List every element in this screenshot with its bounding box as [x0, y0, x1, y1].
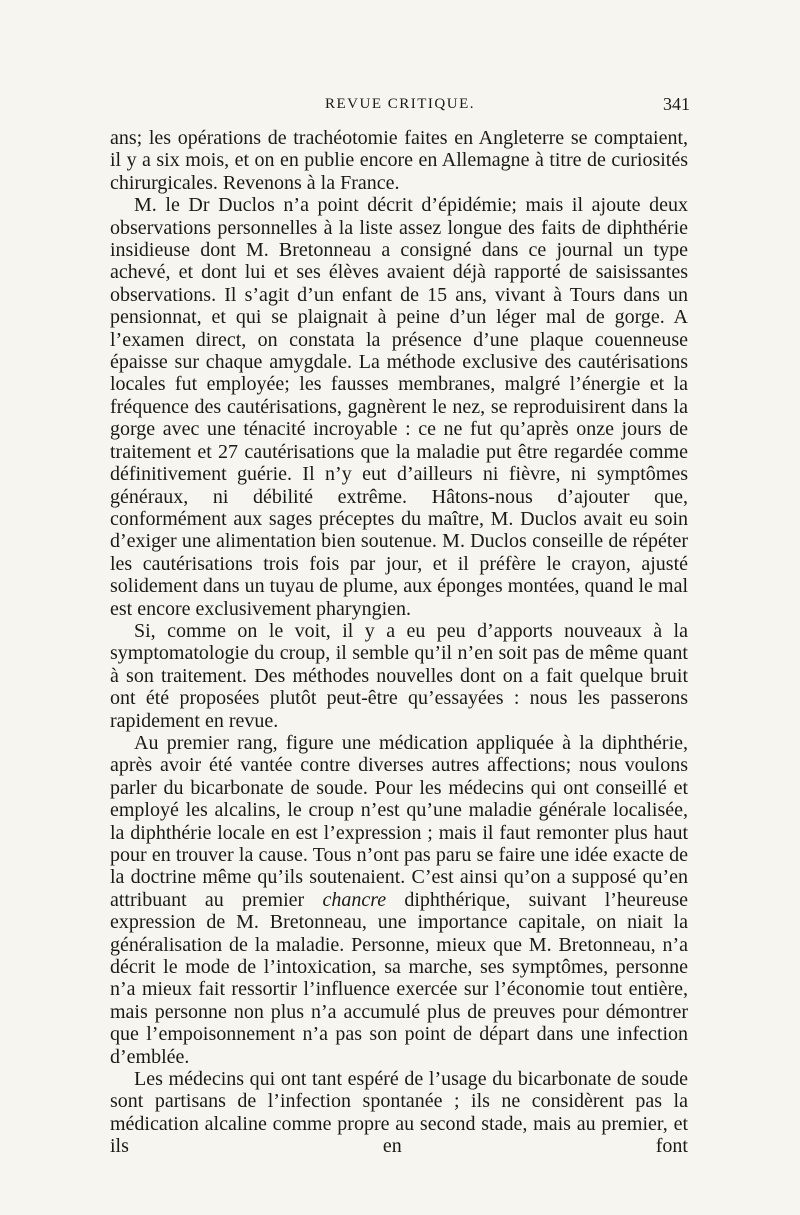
body-text [110, 127, 688, 1158]
paragraph-4 [110, 732, 688, 1068]
paragraph-2: M. le Dr Duclos n’a point décrit d’épidémie; mais il ajoute deux observations personnelles à la liste assez longue des faits de diphthérie insidieuse dont M. Bretonneau a consigné dans ce journal un type achevé, et dont lui et ses élèves avaient déjà rapporté de saisissantes observations. Il s’agit d’un enfant de 15 ans, vivant à Tours dans un pensionnat, et qui se plaignait à peine d’un léger mal de gorge. A l’examen direct, on constata la présence d’une plaque couenneuse épaisse sur chaque amygdale. La méthode exclusive des cautérisations locales fut employée; les fausses membranes, malgré l’énergie et la fréquence des cautérisations, gagnèrent le nez, se reproduisirent dans la gorge avec une ténacité incroyable : ce ne fut qu’après onze jours de traitement et 27 cautérisations que la maladie put être regardée comme définitivement guérie. Il n’y eut d’ailleurs ni fièvre, ni symptômes généraux, ni débilité extrême. Hâtons-nous d’ajouter que, conformément aux sages préceptes du maître, M. Duclos avait eu soin d’exiger une alimentation bien soutenue. M. Duclos conseille de répéter les cautérisations trois fois par jour, et il préfère le crayon, ajusté solidement dans un tuyau de plume, aux éponges montées, quand le mal est encore exclusivement pharyngien. [110, 194, 688, 620]
page-header [110, 96, 690, 122]
paragraph-1: ans; les opérations de trachéotomie faites en Angleterre se comptaient, il y a six mois, et on en publie encore en Allemagne à titre de curiosités chirurgicales. Revenons à la France. [110, 127, 688, 194]
running-title: REVUE CRITIQUE. [325, 96, 475, 112]
paragraph-5: Les médecins qui ont tant espéré de l’usage du bicarbonate de soude sont partisans de l’infection spontanée ; ils ne considèrent pas la médication alcaline comme propre au second stade, mais au premier, et ils en font [110, 1068, 688, 1158]
paragraph-4-text-after: diphthérique, suivant l’heureuse expression de M. Bretonneau, une importance capitale, on niait la généralisation de la maladie. Personne, mieux que M. Bretonneau, n’a décrit le mode de l’intoxication, sa marche, ses symptômes, personne n’a mieux fait ressortir l’influence exercée sur l’économie tout entière, mais personne non plus n’a accumulé plus de preuves pour démontrer que l’empoisonnement n’a pas son point de départ dans une infection d’emblée. [110, 888, 688, 1068]
italic-term-chancre: chancre [322, 888, 387, 911]
paragraph-4-text-before: Au premier rang, figure une médication appliquée à la diphthérie, après avoir été vantée contre diverses autres affections; nous voulons parler du bicarbonate de soude. Pour les médecins qui ont conseillé et employé les alcalins, le croup n’est qu’une maladie générale localisée, la diphthérie locale en est l’expression ; mais il faut remonter plus haut pour en trouver la cause. Tous n’ont pas paru se faire une idée exacte de la doctrine même qu’ils soutenaient. C’est ainsi qu’on a supposé qu’en attribuant au premier [110, 731, 688, 911]
paragraph-3: Si, comme on le voit, il y a eu peu d’apports nouveaux à la symptomatologie du croup, il semble qu’il n’en soit pas de même quant à son traitement. Des méthodes nouvelles dont on a fait quelque bruit ont été proposées plutôt peut-être qu’essayées : nous les passerons rapidement en revue. [110, 619, 688, 732]
page-number: 341 [663, 94, 690, 114]
